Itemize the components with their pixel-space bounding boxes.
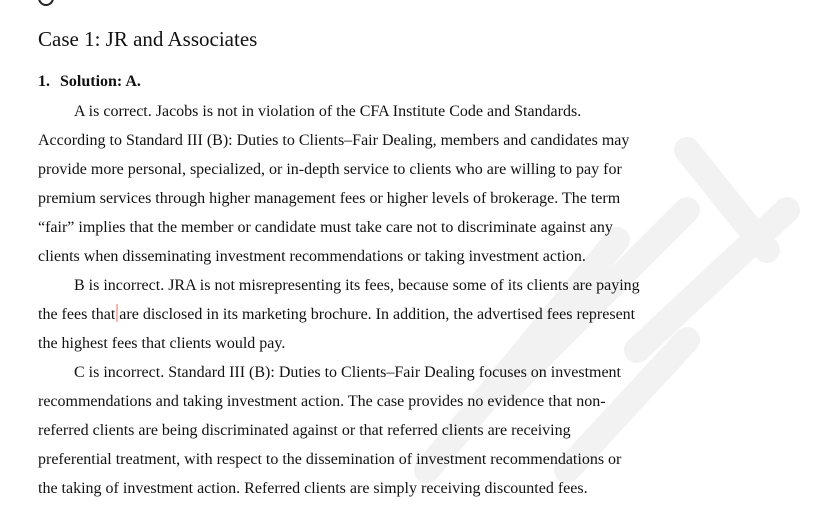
clipped-glyph-top xyxy=(38,0,54,6)
solution-number: 1. xyxy=(38,73,50,90)
solution-label: Solution: A. xyxy=(60,73,141,90)
paragraph-b-text-1: B is incorrect. JRA is not misrepresenting its fees, because some of its clients are paying the fees that xyxy=(38,277,640,323)
solution-heading xyxy=(38,69,718,95)
paragraph-b-text-2: are disclosed in its marketing brochure. In addition, the advertised fees represent the highest fees that clients would pay. xyxy=(38,306,636,352)
document-body xyxy=(38,24,718,503)
paragraph-b-incorrect[interactable] xyxy=(38,271,718,358)
text-cursor xyxy=(116,304,118,322)
paragraph-a-correct: A is correct. Jacobs is not in violation of the CFA Institute Code and Standards. According to Standard III (B): Duties to Clients–Fair Dealing, members and candidates may provide more personal, specialized, or in-depth service to clients who are willing to pay for premium services through higher management fees or higher levels of brokerage. The term “fair” implies that the member or candidate must take care not to discriminate against any clients when disseminating investment recommendations or taking investment action. xyxy=(38,103,630,265)
paragraph-c-incorrect: C is incorrect. Standard III (B): Duties to Clients–Fair Dealing focuses on investment recommendations and taking investment action. The case provides no evidence that non- referred clients are being discriminated against or that referred clients are receiving preferential treatment, with respect to the dissemination of investment recommendations or the taking of investment action. Referred clients are simply receiving discounted fees. xyxy=(38,364,622,497)
case-title: Case 1: JR and Associates xyxy=(38,27,258,51)
